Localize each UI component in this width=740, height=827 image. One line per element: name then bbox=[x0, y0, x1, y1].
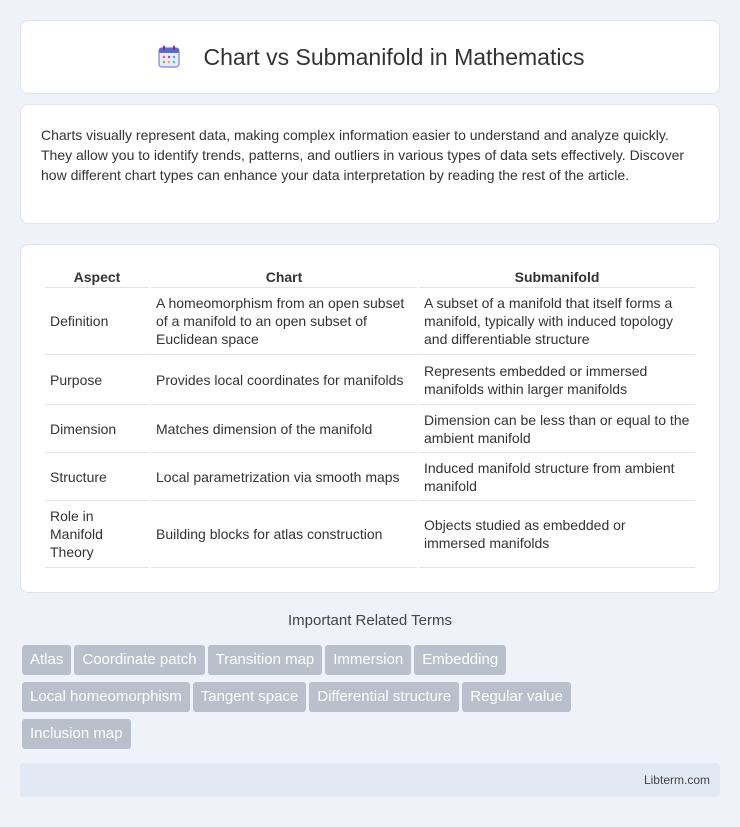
related-terms-title: Important Related Terms bbox=[288, 612, 452, 629]
related-terms-list bbox=[22, 645, 722, 756]
comparison-table bbox=[43, 265, 697, 568]
page-title: Chart vs Submanifold in Mathematics bbox=[203, 43, 585, 70]
chart-cell: Local parametrization via smooth maps bbox=[151, 452, 417, 500]
header-submanifold: Submanifold bbox=[514, 269, 600, 285]
tag-coordinate-patch[interactable]: Coordinate patch bbox=[74, 645, 204, 675]
footer-site-link[interactable]: Libterm.com bbox=[643, 773, 710, 787]
header-chart: Chart bbox=[265, 269, 303, 285]
tag-transition-map[interactable]: Transition map bbox=[208, 645, 323, 675]
table-row bbox=[45, 404, 695, 452]
table-row bbox=[45, 500, 695, 568]
aspect-cell: Definition bbox=[45, 287, 149, 354]
tag-tangent-space[interactable]: Tangent space bbox=[193, 682, 307, 712]
comparison-card bbox=[20, 244, 720, 593]
aspect-cell: Structure bbox=[45, 452, 149, 500]
submanifold-cell: Induced manifold structure from ambient manifold bbox=[419, 452, 695, 500]
table-row bbox=[45, 452, 695, 500]
aspect-cell: Purpose bbox=[45, 354, 149, 404]
tag-atlas[interactable]: Atlas bbox=[22, 645, 71, 675]
submanifold-cell: Objects studied as embedded or immersed manifolds bbox=[419, 500, 695, 568]
table-header-row bbox=[45, 265, 695, 287]
table-row bbox=[45, 287, 695, 354]
submanifold-cell: Dimension can be less than or equal to the ambient manifold bbox=[419, 404, 695, 452]
chart-cell: A homeomorphism from an open subset of a manifold to an open subset of Euclidean space bbox=[151, 287, 417, 354]
intro-card bbox=[20, 104, 720, 224]
tag-regular-value[interactable]: Regular value bbox=[462, 682, 571, 712]
tag-local-homeomorphism[interactable]: Local homeomorphism bbox=[22, 682, 190, 712]
tag-differential-structure[interactable]: Differential structure bbox=[309, 682, 459, 712]
aspect-cell: Dimension bbox=[45, 404, 149, 452]
footer bbox=[20, 763, 720, 797]
tag-inclusion-map[interactable]: Inclusion map bbox=[22, 719, 131, 749]
aspect-cell: Role in Manifold Theory bbox=[45, 500, 149, 568]
chart-cell: Building blocks for atlas construction bbox=[151, 500, 417, 568]
calendar-icon bbox=[156, 44, 182, 70]
chart-cell: Provides local coordinates for manifolds bbox=[151, 354, 417, 404]
submanifold-cell: Represents embedded or immersed manifolds within larger manifolds bbox=[419, 354, 695, 404]
tag-immersion[interactable]: Immersion bbox=[325, 645, 411, 675]
header-card bbox=[20, 20, 720, 94]
table-row bbox=[45, 354, 695, 404]
intro-text: Charts visually represent data, making complex information easier to understand and analyze quickly. They allow you to identify trends, patterns, and outliers in various types of data sets effectively. Discover how different chart types can enhance your data interpretation by reading the rest of the article. bbox=[41, 127, 685, 183]
tag-embedding[interactable]: Embedding bbox=[414, 645, 506, 675]
header-aspect: Aspect bbox=[73, 269, 121, 285]
submanifold-cell: A subset of a manifold that itself forms a manifold, typically with induced topology and differentiable structure bbox=[419, 287, 695, 354]
chart-cell: Matches dimension of the manifold bbox=[151, 404, 417, 452]
